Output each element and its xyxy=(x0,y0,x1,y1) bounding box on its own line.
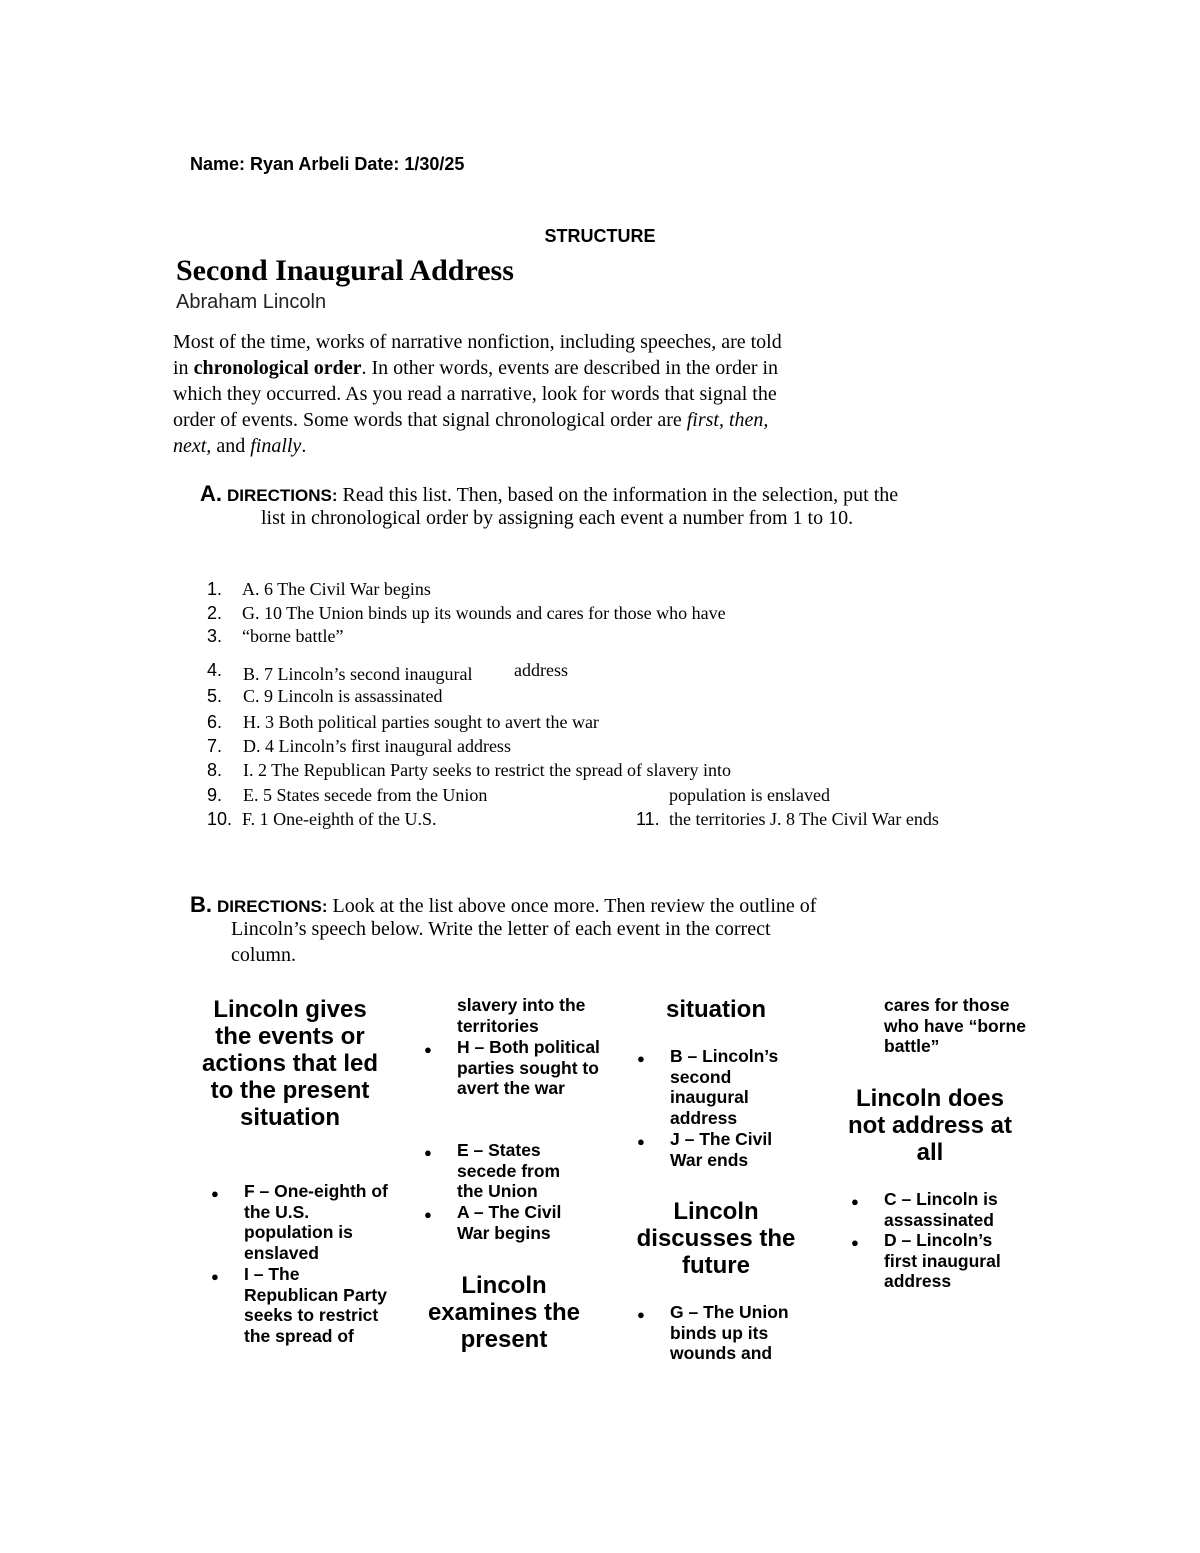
intro-bold-term: chronological order xyxy=(193,357,362,379)
list-number: 11. xyxy=(636,809,660,829)
bullet-icon: ● xyxy=(424,1207,432,1222)
column-entry: G – The Union binds up its wounds and xyxy=(670,1302,789,1364)
list-item: C. 9 Lincoln is assassinated xyxy=(243,686,443,706)
bullet-icon: ● xyxy=(851,1194,859,1209)
column-entry-continuation: slavery into the territories xyxy=(457,995,586,1036)
intro-line-3: which they occurred. As you read a narrative, look for words that signal the xyxy=(173,383,777,405)
section-a-directions: A. DIRECTIONS: Read this list. Then, based on the information in the selection, put the xyxy=(200,481,899,506)
column-heading-past: Lincoln gives the events or actions that led to the present situation xyxy=(201,996,379,1131)
list-item-continuation: address xyxy=(514,660,568,680)
list-number: 2. xyxy=(207,603,223,623)
list-item: B. 7 Lincoln’s second inaugural xyxy=(243,664,473,684)
bullet-icon: ● xyxy=(637,1051,645,1066)
column-entry: H – Both political parties sought to avert the war xyxy=(457,1037,600,1099)
list-item: D. 4 Lincoln’s first inaugural address xyxy=(243,736,511,756)
column-entry: F – One-eighth of the U.S. population is enslaved xyxy=(244,1181,388,1264)
list-item: H. 3 Both political parties sought to avert the war xyxy=(243,712,599,732)
column-entry: I – The Republican Party seeks to restrict the spread of xyxy=(244,1264,387,1347)
column-entry-continuation: cares for those who have “borne battle” xyxy=(884,995,1026,1057)
column-heading-future: Lincoln discusses the future xyxy=(636,1198,796,1279)
section-b-directions-line-3: column. xyxy=(231,944,296,966)
column-entry: C – Lincoln is assassinated xyxy=(884,1189,998,1230)
list-number: 6. xyxy=(207,712,223,732)
list-number: 1. xyxy=(207,579,223,599)
intro-line-1: Most of the time, works of narrative nonfiction, including speeches, are told xyxy=(173,331,782,353)
column-entry: D – Lincoln’s first inaugural address xyxy=(884,1230,1001,1292)
list-number: 4. xyxy=(207,660,223,680)
column-heading-continuation: situation xyxy=(666,996,766,1023)
column-heading-not-addressed: Lincoln does not address at all xyxy=(847,1085,1013,1166)
list-item-continuation: population is enslaved xyxy=(669,785,830,805)
column-entry: A – The Civil War begins xyxy=(457,1202,562,1243)
list-number: 7. xyxy=(207,736,223,756)
bullet-icon: ● xyxy=(637,1307,645,1322)
section-a-directions-line-2: list in chronological order by assigning each event a number from 1 to 10. xyxy=(261,507,854,529)
section-b-letter: B. xyxy=(190,892,212,917)
bullet-icon: ● xyxy=(637,1134,645,1149)
section-a-letter: A. xyxy=(200,481,222,506)
list-number: 3. xyxy=(207,626,223,646)
list-item: I. 2 The Republican Party seeks to restrict the spread of slavery into xyxy=(243,760,732,780)
page-title: Second Inaugural Address xyxy=(176,254,514,287)
intro-line-5: next, and finally. xyxy=(173,435,307,457)
list-item: “borne battle” xyxy=(242,626,344,646)
bullet-icon: ● xyxy=(211,1186,219,1201)
author: Abraham Lincoln xyxy=(176,291,327,313)
section-label: STRUCTURE xyxy=(544,226,656,246)
list-number: 9. xyxy=(207,785,223,805)
list-number: 5. xyxy=(207,686,223,706)
column-heading-present: Lincoln examines the present xyxy=(427,1272,581,1353)
intro-line-2: in chronological order. In other words, events are described in the order in xyxy=(173,357,779,379)
list-item: E. 5 States secede from the Union xyxy=(243,785,488,805)
bullet-icon: ● xyxy=(211,1269,219,1284)
bullet-icon: ● xyxy=(424,1042,432,1057)
list-number: 10. xyxy=(207,809,233,829)
list-item: A. 6 The Civil War begins xyxy=(242,579,431,599)
column-entry: E – States secede from the Union xyxy=(457,1140,561,1202)
intro-line-4: order of events. Some words that signal chronological order are first, then, xyxy=(173,409,769,431)
name-date-line: Name: Ryan Arbeli Date: 1/30/25 xyxy=(190,154,465,174)
bullet-icon: ● xyxy=(424,1145,432,1160)
list-item-continuation: the territories J. 8 The Civil War ends xyxy=(669,809,939,829)
bullet-icon: ● xyxy=(851,1235,859,1250)
list-item: F. 1 One-eighth of the U.S. xyxy=(242,809,437,829)
list-item: G. 10 The Union binds up its wounds and cares for those who have xyxy=(242,603,726,623)
column-entry: J – The Civil War ends xyxy=(670,1129,773,1170)
section-b-directions-line-2: Lincoln’s speech below. Write the letter of each event in the correct xyxy=(231,918,771,940)
list-number: 8. xyxy=(207,760,223,780)
column-entry: B – Lincoln’s second inaugural address xyxy=(670,1046,779,1129)
section-b-directions: B. DIRECTIONS: Look at the list above once more. Then review the outline of xyxy=(190,892,817,917)
